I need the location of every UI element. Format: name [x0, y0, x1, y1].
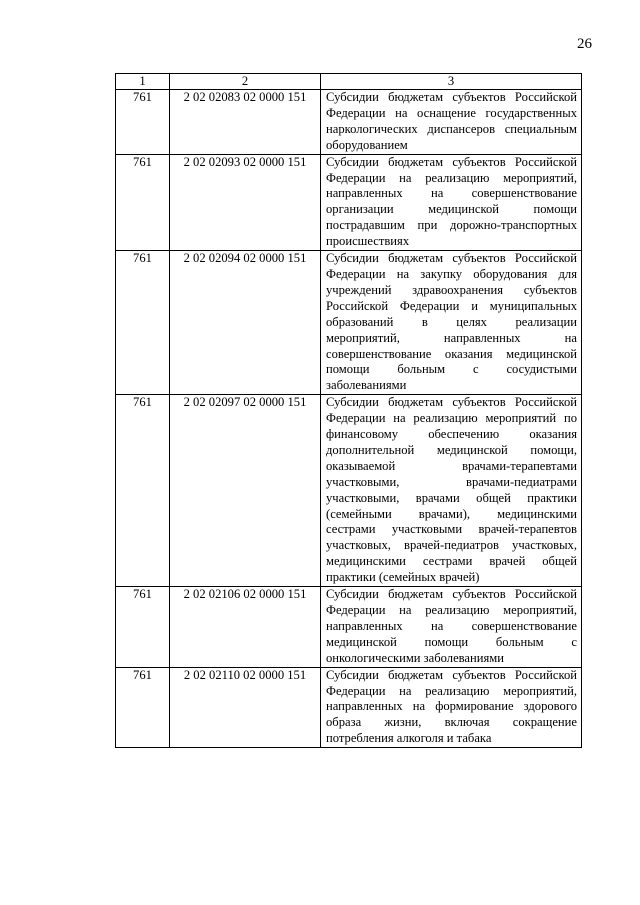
column-header-3: 3	[321, 74, 582, 90]
description-cell: Субсидии бюджетам субъектов Российской Федерации на оснащение государственных наркологических диспансеров специальным оборудованием	[321, 90, 582, 155]
budget-classification-table	[115, 73, 582, 748]
description-cell: Субсидии бюджетам субъектов Российской Федерации на реализацию мероприятий, направленных на совершенствование организации медицинской помощи пострадавшим при дорожно-транспортных происшествиях	[321, 154, 582, 250]
budget-code-cell: 2 02 02110 02 0000 151	[170, 667, 321, 748]
admin-code-cell: 761	[116, 667, 170, 748]
admin-code-cell: 761	[116, 154, 170, 250]
description-cell: Субсидии бюджетам субъектов Российской Федерации на реализацию мероприятий, направленных на формирование здорового образа жизни, включая сокращение потребления алкоголя и табака	[321, 667, 582, 748]
budget-code-cell: 2 02 02097 02 0000 151	[170, 395, 321, 587]
table-row	[116, 90, 582, 155]
budget-code-cell: 2 02 02083 02 0000 151	[170, 90, 321, 155]
budget-code-cell: 2 02 02094 02 0000 151	[170, 251, 321, 395]
table-row	[116, 154, 582, 250]
table-row	[116, 667, 582, 748]
table-header-row	[116, 74, 582, 90]
description-cell: Субсидии бюджетам субъектов Российской Федерации на закупку оборудования для учреждений здравоохранения субъектов Российской Федерации и муниципальных образований в целях реализации мероприятий, направленных на совершенствование оказания медицинской помощи больным с сосудистыми заболеваниями	[321, 251, 582, 395]
budget-code-cell: 2 02 02093 02 0000 151	[170, 154, 321, 250]
table-row	[116, 251, 582, 395]
page-number: 26	[577, 36, 592, 52]
column-header-1: 1	[116, 74, 170, 90]
budget-code-cell: 2 02 02106 02 0000 151	[170, 587, 321, 668]
table-row	[116, 395, 582, 587]
admin-code-cell: 761	[116, 587, 170, 668]
table-row	[116, 587, 582, 668]
admin-code-cell: 761	[116, 251, 170, 395]
admin-code-cell: 761	[116, 90, 170, 155]
description-cell: Субсидии бюджетам субъектов Российской Федерации на реализацию мероприятий по финансовому обеспечению оказания дополнительной медицинской помощи, оказываемой врачами-терапевтами участковыми, врачами-педиатрами участковыми, врачами общей практики (семейными врачами), медицинскими сестрами участковыми врачей-терапевтов участковых, врачей-педиатров участковых, медицинскими сестрами врачей общей практики (семейных врачей)	[321, 395, 582, 587]
admin-code-cell: 761	[116, 395, 170, 587]
column-header-2: 2	[170, 74, 321, 90]
description-cell: Субсидии бюджетам субъектов Российской Федерации на реализацию мероприятий, направленных на совершенствование медицинской помощи больным с онкологическими заболеваниями	[321, 587, 582, 668]
